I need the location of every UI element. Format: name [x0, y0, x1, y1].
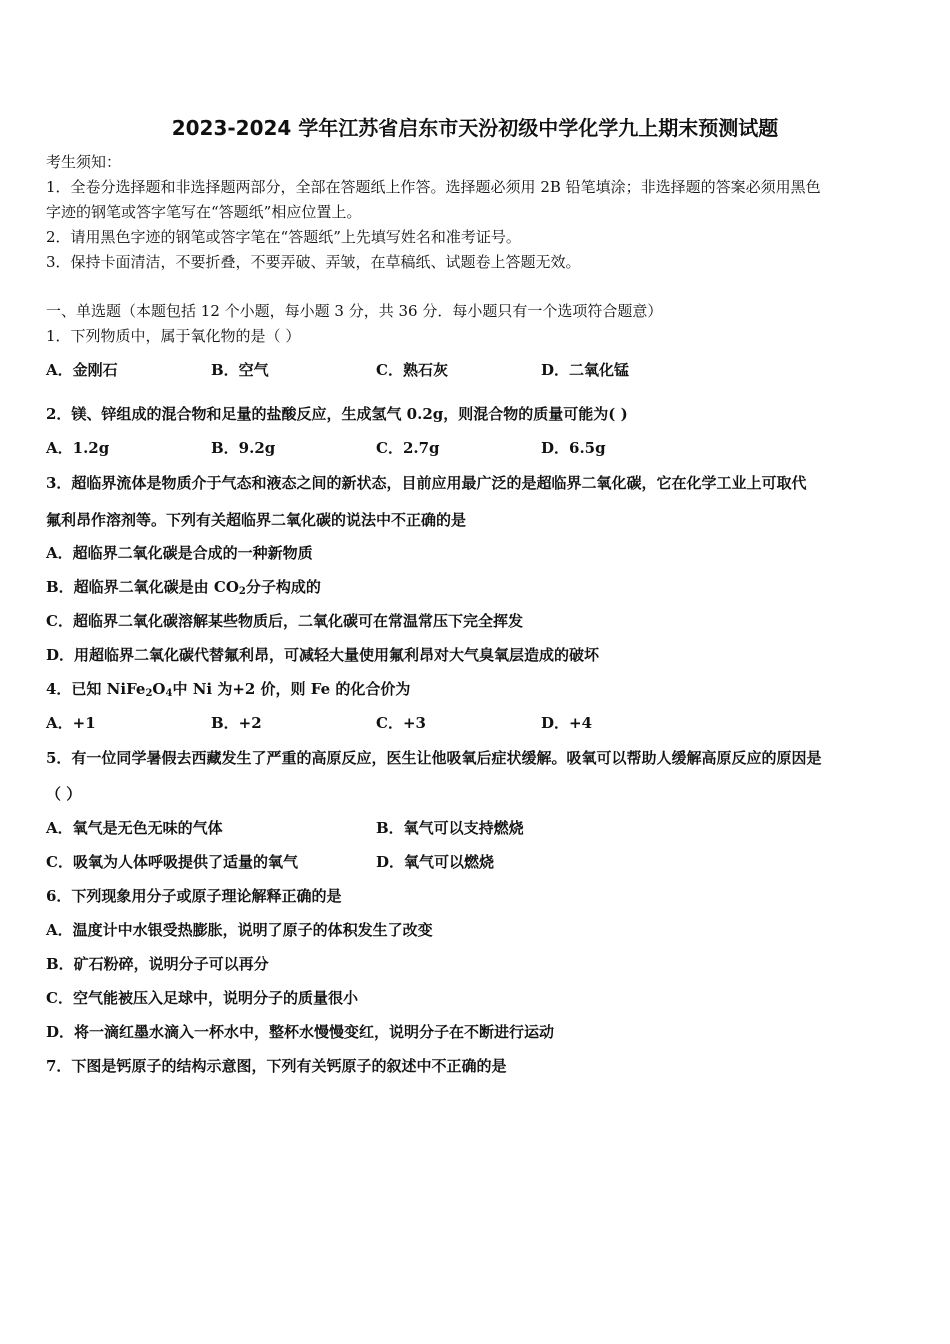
question-2-option-d: D．6.5g	[541, 439, 606, 457]
question-6-option-a: A．温度计中水银受热膨胀，说明了原子的体积发生了改变	[46, 921, 433, 939]
notice-item-1-line-1: 1．全卷分选择题和非选择题两部分，全部在答题纸上作答。选择题必须用 2B 铅笔填涂；非选择题的答案必须用黑色	[46, 178, 821, 196]
question-3-option-c: C．超临界二氧化碳溶解某些物质后，二氧化碳可在常温常压下完全挥发	[46, 612, 523, 630]
question-3-option-d: D．用超临界二氧化碳代替氟利昂，可减轻大量使用氟利昂对大气臭氧层造成的破坏	[46, 646, 600, 664]
question-5-stem-line-1: 5．有一位同学暑假去西藏发生了严重的高原反应，医生让他吸氧后症状缓解。吸氧可以帮助人缓解高原反应的原因是	[46, 749, 822, 767]
question-1-option-b: B．空气	[211, 361, 269, 379]
section-heading: 一、单选题（本题包括 12 个小题，每小题 3 分，共 36 分．每小题只有一个选项符合题意）	[46, 302, 663, 320]
question-5-option-a: A．氧气是无色无味的气体	[46, 819, 223, 837]
question-1-option-a: A．金刚石	[46, 361, 118, 379]
question-6-option-d: D．将一滴红墨水滴入一杯水中，整杯水慢慢变红，说明分子在不断进行运动	[46, 1023, 555, 1041]
question-1-option-d: D．二氧化锰	[541, 361, 630, 379]
notice-item-1-line-2: 字迹的钢笔或答字笔写在“答题纸”相应位置上。	[46, 203, 362, 221]
exam-title: 2023-2024 学年江苏省启东市天汾初级中学化学九上期末预测试题	[171, 116, 779, 140]
question-6-option-b: B．矿石粉碎，说明分子可以再分	[46, 955, 269, 973]
notice-item-2: 2．请用黑色字迹的钢笔或答字笔在“答题纸”上先填写姓名和准考证号。	[46, 228, 521, 246]
question-4-option-c: C．+3	[376, 714, 426, 732]
question-3-stem-line-1: 3．超临界流体是物质介于气态和液态之间的新状态，目前应用最广泛的是超临界二氧化碳，它在化学工业上可取代	[46, 474, 807, 492]
question-6-stem: 6．下列现象用分子或原子理论解释正确的是	[46, 887, 342, 905]
question-3-option-b: B．超临界二氧化碳是由 $CO_2$分子构成的	[46, 578, 321, 597]
question-7-stem: 7．下图是钙原子的结构示意图，下列有关钙原子的叙述中不正确的是	[46, 1057, 507, 1075]
question-5-option-d: D．氧气可以燃烧	[376, 853, 495, 871]
question-2-option-c: C．2.7g	[376, 439, 440, 457]
notice-item-3: 3．保持卡面清洁，不要折叠，不要弄破、弄皱，在草稿纸、试题卷上答题无效。	[46, 253, 581, 271]
question-4-option-b: B．+2	[211, 714, 262, 732]
question-3-stem-line-2: 氟利昂作溶剂等。下列有关超临界二氧化碳的说法中不正确的是	[46, 511, 467, 529]
question-4-option-d: D．+4	[541, 714, 593, 732]
question-5-option-b: B．氧气可以支持燃烧	[376, 819, 524, 837]
question-4-option-a: A．+1	[46, 714, 96, 732]
question-2-stem: 2．镁、锌组成的混合物和足量的盐酸反应，生成氢气 0.2g，则混合物的质量可能为( )	[46, 405, 628, 423]
question-2-option-b: B．9.2g	[211, 439, 276, 457]
notice-heading: 考生须知：	[46, 153, 122, 171]
question-3-option-a: A．超临界二氧化碳是合成的一种新物质	[46, 544, 313, 562]
question-4-stem: 4．已知 $NiFe_2O_4$中 Ni 为+2 价，则 Fe 的化合价为	[46, 680, 411, 699]
question-5-option-c: C．吸氧为人体呼吸提供了适量的氧气	[46, 853, 298, 871]
question-5-stem-line-2: （ ）	[46, 785, 82, 803]
question-1-option-c: C．熟石灰	[376, 361, 448, 379]
question-2-option-a: A．1.2g	[46, 439, 110, 457]
question-1-stem: 1．下列物质中，属于氧化物的是（ ）	[46, 327, 301, 345]
question-6-option-c: C．空气能被压入足球中，说明分子的质量很小	[46, 989, 358, 1007]
